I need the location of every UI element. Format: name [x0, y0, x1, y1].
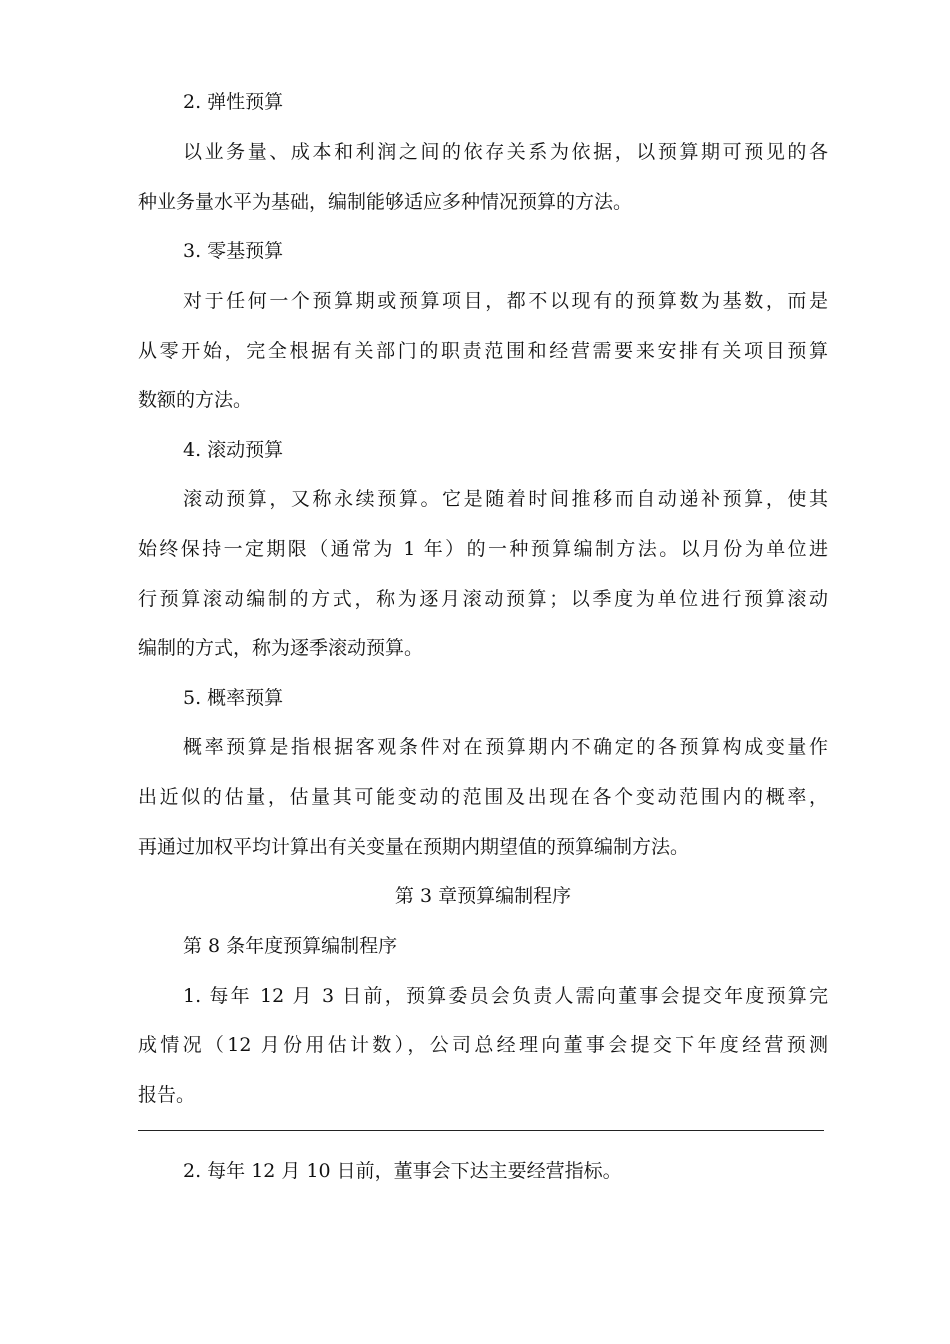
paragraph-line: 滚动预算，又称永续预算。它是随着时间推移而自动递补预算，使其 — [183, 488, 828, 510]
paragraph-line: 2. 每年 12 月 10 日前，董事会下达主要经营指标。 — [183, 1160, 622, 1182]
paragraph-line: 报告。 — [138, 1084, 196, 1106]
paragraph-line: 成情况（12 月份用估计数），公司总经理向董事会提交下年度经营预测 — [138, 1034, 828, 1056]
paragraph-line: 对于任何一个预算期或预算项目，都不以现有的预算数为基数，而是 — [183, 290, 828, 312]
heading-flexible-budget: 2. 弹性预算 — [183, 91, 284, 113]
heading-rolling-budget: 4. 滚动预算 — [183, 439, 284, 461]
page-divider — [138, 1130, 824, 1131]
paragraph-line: 数额的方法。 — [138, 389, 253, 411]
chapter-heading: 第 3 章预算编制程序 — [394, 885, 572, 907]
heading-probability-budget: 5. 概率预算 — [183, 687, 284, 709]
paragraph-line: 以业务量、成本和利润之间的依存关系为依据，以预算期可预见的各 — [183, 141, 828, 163]
paragraph-line: 概率预算是指根据客观条件对在预算期内不确定的各预算构成变量作 — [183, 736, 828, 758]
paragraph-line: 编制的方式，称为逐季滚动预算。 — [138, 637, 424, 659]
paragraph-line: 始终保持一定期限（通常为 1 年）的一种预算编制方法。以月份为单位进 — [138, 538, 828, 560]
article-heading: 第 8 条年度预算编制程序 — [183, 935, 398, 957]
paragraph-line: 出近似的估量，估量其可能变动的范围及出现在各个变动范围内的概率， — [138, 786, 828, 808]
paragraph-line: 行预算滚动编制的方式，称为逐月滚动预算；以季度为单位进行预算滚动 — [138, 588, 828, 610]
paragraph-line: 从零开始，完全根据有关部门的职责范围和经营需要来安排有关项目预算 — [138, 340, 828, 362]
paragraph-line: 种业务量水平为基础，编制能够适应多种情况预算的方法。 — [138, 191, 633, 213]
paragraph-line: 再通过加权平均计算出有关变量在预期内期望值的预算编制方法。 — [138, 836, 690, 858]
paragraph-line: 1. 每年 12 月 3 日前，预算委员会负责人需向董事会提交年度预算完 — [183, 985, 828, 1007]
heading-zero-based-budget: 3. 零基预算 — [183, 240, 284, 262]
